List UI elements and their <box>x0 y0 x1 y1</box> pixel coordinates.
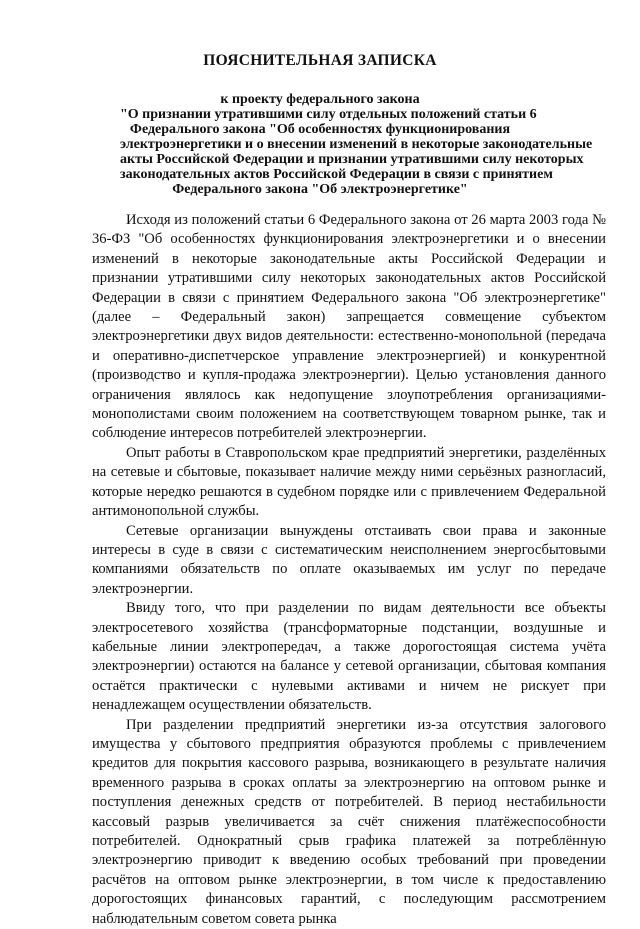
body-paragraph: Сетевые организации вынуждены отстаивать свои права и законные интересы в суде в связи с систематическим неисполнением энергосбытовыми компаниями обязательств по оплате оказываемых им услуг по передаче электроэнергии. <box>92 522 606 597</box>
subtitle-line: акты Российской Федерации и признании утратившими силу некоторых <box>120 152 584 167</box>
subtitle-line: электроэнергетики и о внесении изменений в некоторые законодательные <box>120 137 593 152</box>
subtitle-line: к проекту федерального закона <box>220 92 420 107</box>
body-paragraph: Опыт работы в Ставропольском крае предприятий энергетики, разделённых на сетевые и сбытовые, показывает наличие между ними серьёзных разногласий, которые нередко решаются в судебном порядке или с привлечением Федеральной антимонопольной службы. <box>92 444 606 520</box>
body-paragraph: Ввиду того, что при разделении по видам деятельности все объекты электросетевого хозяйства (трансформаторные подстанции, воздушные и кабельные линии электропередач, а также дорогостоящая система учёта электроэнергии) остаются на балансе у сетевой организации, сбытовая компания остаётся практически с нулевыми активами и ничем не рискует при ненадлежащем осуществлении обязательств. <box>92 600 606 714</box>
document-title: ПОЯСНИТЕЛЬНАЯ ЗАПИСКА <box>203 52 437 69</box>
document-body <box>92 211 606 929</box>
body-paragraph: При разделении предприятий энергетики из-за отсутствия залогового имущества у сбытового предприятия образуются проблемы с привлечением кредитов для покрытия кассового разрыва, возникающего в результате наличия временного разрыва в сроках оплаты за электроэнергию на оптовом рынке и поступления денежных средств от потребителей. В период нестабильности кассовый разрыв увеличивается за счёт снижения платёжеспособности потребителей. Однократный срыв графика платежей за потреблённую электроэнергию приводит к введению особых требований при проведении расчётов на оптовом рынке электроэнергии, в том числе к предоставлению дорогостоящих финансовых гарантий, с последующим рассмотрением наблюдательным советом совета рынка <box>92 716 606 927</box>
subtitle-line: Федерального закона "Об электроэнергетике" <box>172 182 468 197</box>
subtitle-line: Федерального закона "Об особенностях функционирования <box>129 122 511 137</box>
subtitle-line: "О признании утратившими силу отдельных положений статьи 6 <box>120 107 537 122</box>
body-paragraph: Исходя из положений статьи 6 Федерального закона от 26 марта 2003 года № 36-ФЗ "Об особенностях функционирования электроэнергетики и о внесении изменений в некоторые законодательные акты Российской Федерации и признании утратившими силу некоторых законодательных актов Российской Федерации в связи с принятием Федерального закона "Об электроэнергетике" (далее – Федеральный закон) запрещается совмещение субъектом электроэнергетики двух видов деятельности: естественно-монопольной (передача и оперативно-диспетчерское управление электроэнергией) и конкурентной (производство и купля-продажа электроэнергии). Целью установления данного ограничения являлось как недопущение злоупотребления организациями-монополистами своим положением на соответствующем товарном рынке, так и соблюдение интересов потребителей электроэнергии. <box>92 212 606 442</box>
document-subtitle <box>120 92 593 197</box>
subtitle-line: законодательных актов Российской Федерации в связи с принятием <box>120 167 553 182</box>
